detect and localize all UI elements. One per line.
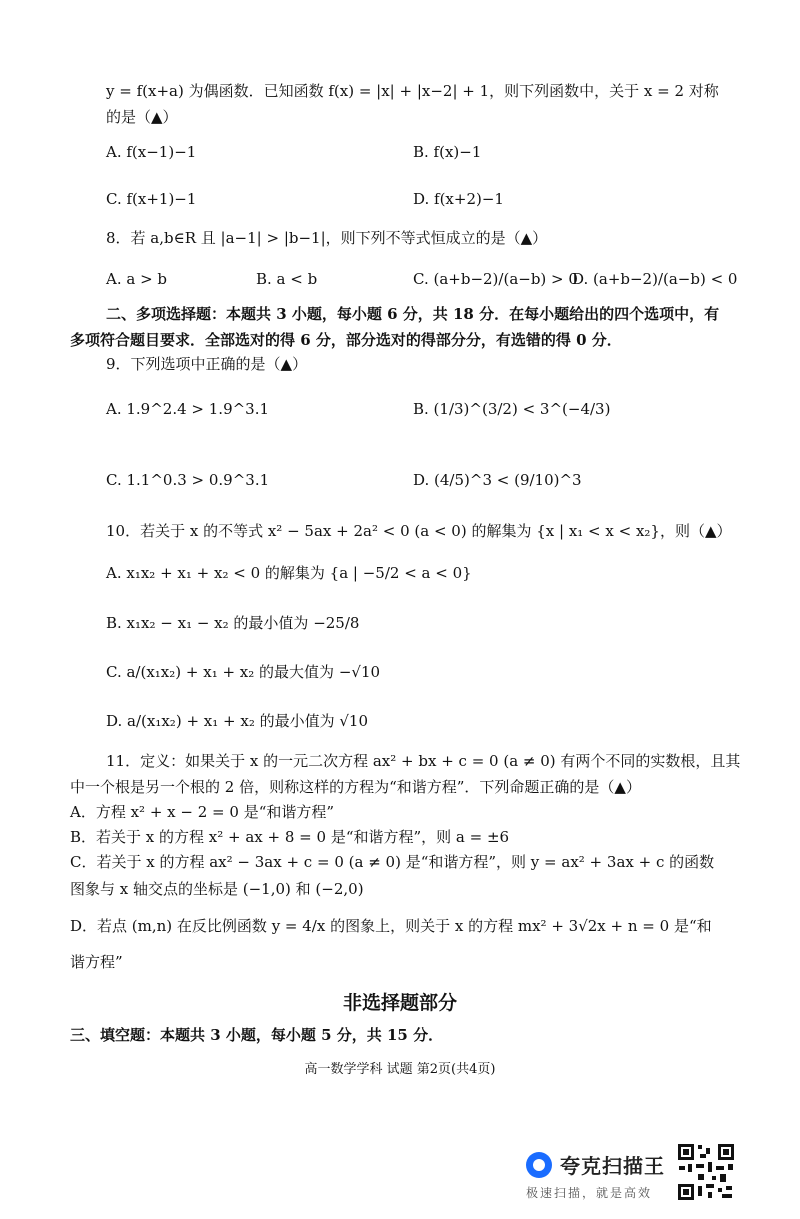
section2-line1: 二、多项选择题：本题共 3 小题，每小题 6 分，共 18 分．在每小题给出的四个选项中，有	[106, 305, 720, 323]
q11-line2: 中一个根是另一个根的 2 倍，则称这样的方程为“和谐方程”．下列命题正确的是（▲）	[70, 778, 641, 796]
q11-option-c-line2: 图象与 x 轴交点的坐标是 (−1,0) 和 (−2,0)	[70, 880, 364, 898]
q11-line1: 11．定义：如果关于 x 的一元二次方程 ax² + bx + c = 0 (a ≠ 0) 有两个不同的实数根，且其	[106, 752, 741, 770]
q9-option-c: C. 1.1^0.3 > 0.9^3.1	[106, 471, 270, 489]
q8-option-c: C. (a+b−2)/(a−b) > 0	[413, 270, 578, 288]
q9-option-a: A. 1.9^2.4 > 1.9^3.1	[106, 400, 270, 418]
q7-line2: 的是（▲）	[106, 108, 178, 126]
q10-option-c: C. a/(x₁x₂) + x₁ + x₂ 的最大值为 −√10	[106, 663, 381, 681]
q11-option-c-line1: C．若关于 x 的方程 ax² − 3ax + c = 0 (a ≠ 0) 是“和谐方程”，则 y = ax² + 3ax + c 的函数	[70, 853, 715, 871]
scanner-brand-slogan: 极速扫描，就是高效	[526, 1186, 653, 1200]
q7-option-d: D. f(x+2)−1	[413, 190, 504, 208]
q10-stem: 10．若关于 x 的不等式 x² − 5ax + 2a² < 0 (a < 0) 的解集为 {x | x₁ < x < x₂}，则（▲）	[106, 522, 732, 540]
q7-option-c: C. f(x+1)−1	[106, 190, 197, 208]
qr-code-icon	[676, 1142, 736, 1202]
q10-option-a: A. x₁x₂ + x₁ + x₂ < 0 的解集为 {a | −5/2 < a < 0}	[106, 564, 472, 582]
section3-heading: 三、填空题：本题共 3 小题，每小题 5 分，共 15 分．	[70, 1026, 444, 1044]
q9-stem: 9．下列选项中正确的是（▲）	[106, 355, 308, 373]
q7-option-a: A. f(x−1)−1	[106, 143, 197, 161]
section2-line2: 多项符合题目要求．全部选对的得 6 分，部分选对的得部分分，有选错的得 0 分．	[70, 331, 622, 349]
q9-option-d: D. (4/5)^3 < (9/10)^3	[413, 471, 582, 489]
part-title: 非选择题部分	[342, 992, 457, 1014]
q7-option-b: B. f(x)−1	[413, 143, 482, 161]
q8-option-d: D. (a+b−2)/(a−b) < 0	[572, 270, 738, 288]
q11-option-d-line1: D．若点 (m,n) 在反比例函数 y = 4/x 的图象上，则关于 x 的方程 mx² + 3√2x + n = 0 是“和	[70, 917, 712, 935]
scanner-logo-icon	[526, 1152, 552, 1178]
q8-option-b: B. a < b	[256, 270, 318, 288]
q8-stem: 8．若 a,b∈R 且 |a−1| > |b−1|，则下列不等式恒成立的是（▲）	[106, 229, 548, 247]
q11-option-b: B．若关于 x 的方程 x² + ax + 8 = 0 是“和谐方程”，则 a = ±6	[70, 828, 510, 846]
q9-option-b: B. (1/3)^(3/2) < 3^(−4/3)	[413, 400, 611, 418]
page-footer: 高一数学学科 试题 第2页(共4页)	[304, 1062, 496, 1077]
q11-option-a: A．方程 x² + x − 2 = 0 是“和谐方程”	[70, 803, 335, 821]
scanner-brand-name: 夸克扫描王	[560, 1154, 665, 1178]
q11-option-d-line2: 谐方程”	[70, 953, 123, 971]
scanner-watermark	[526, 1148, 676, 1204]
q8-option-a: A. a > b	[106, 270, 168, 288]
q10-option-d: D. a/(x₁x₂) + x₁ + x₂ 的最小值为 √10	[106, 712, 369, 730]
q10-option-b: B. x₁x₂ − x₁ − x₂ 的最小值为 −25/8	[106, 614, 360, 632]
q7-line1: y = f(x+a) 为偶函数．已知函数 f(x) = |x| + |x−2| + 1，则下列函数中，关于 x = 2 对称	[106, 82, 719, 100]
